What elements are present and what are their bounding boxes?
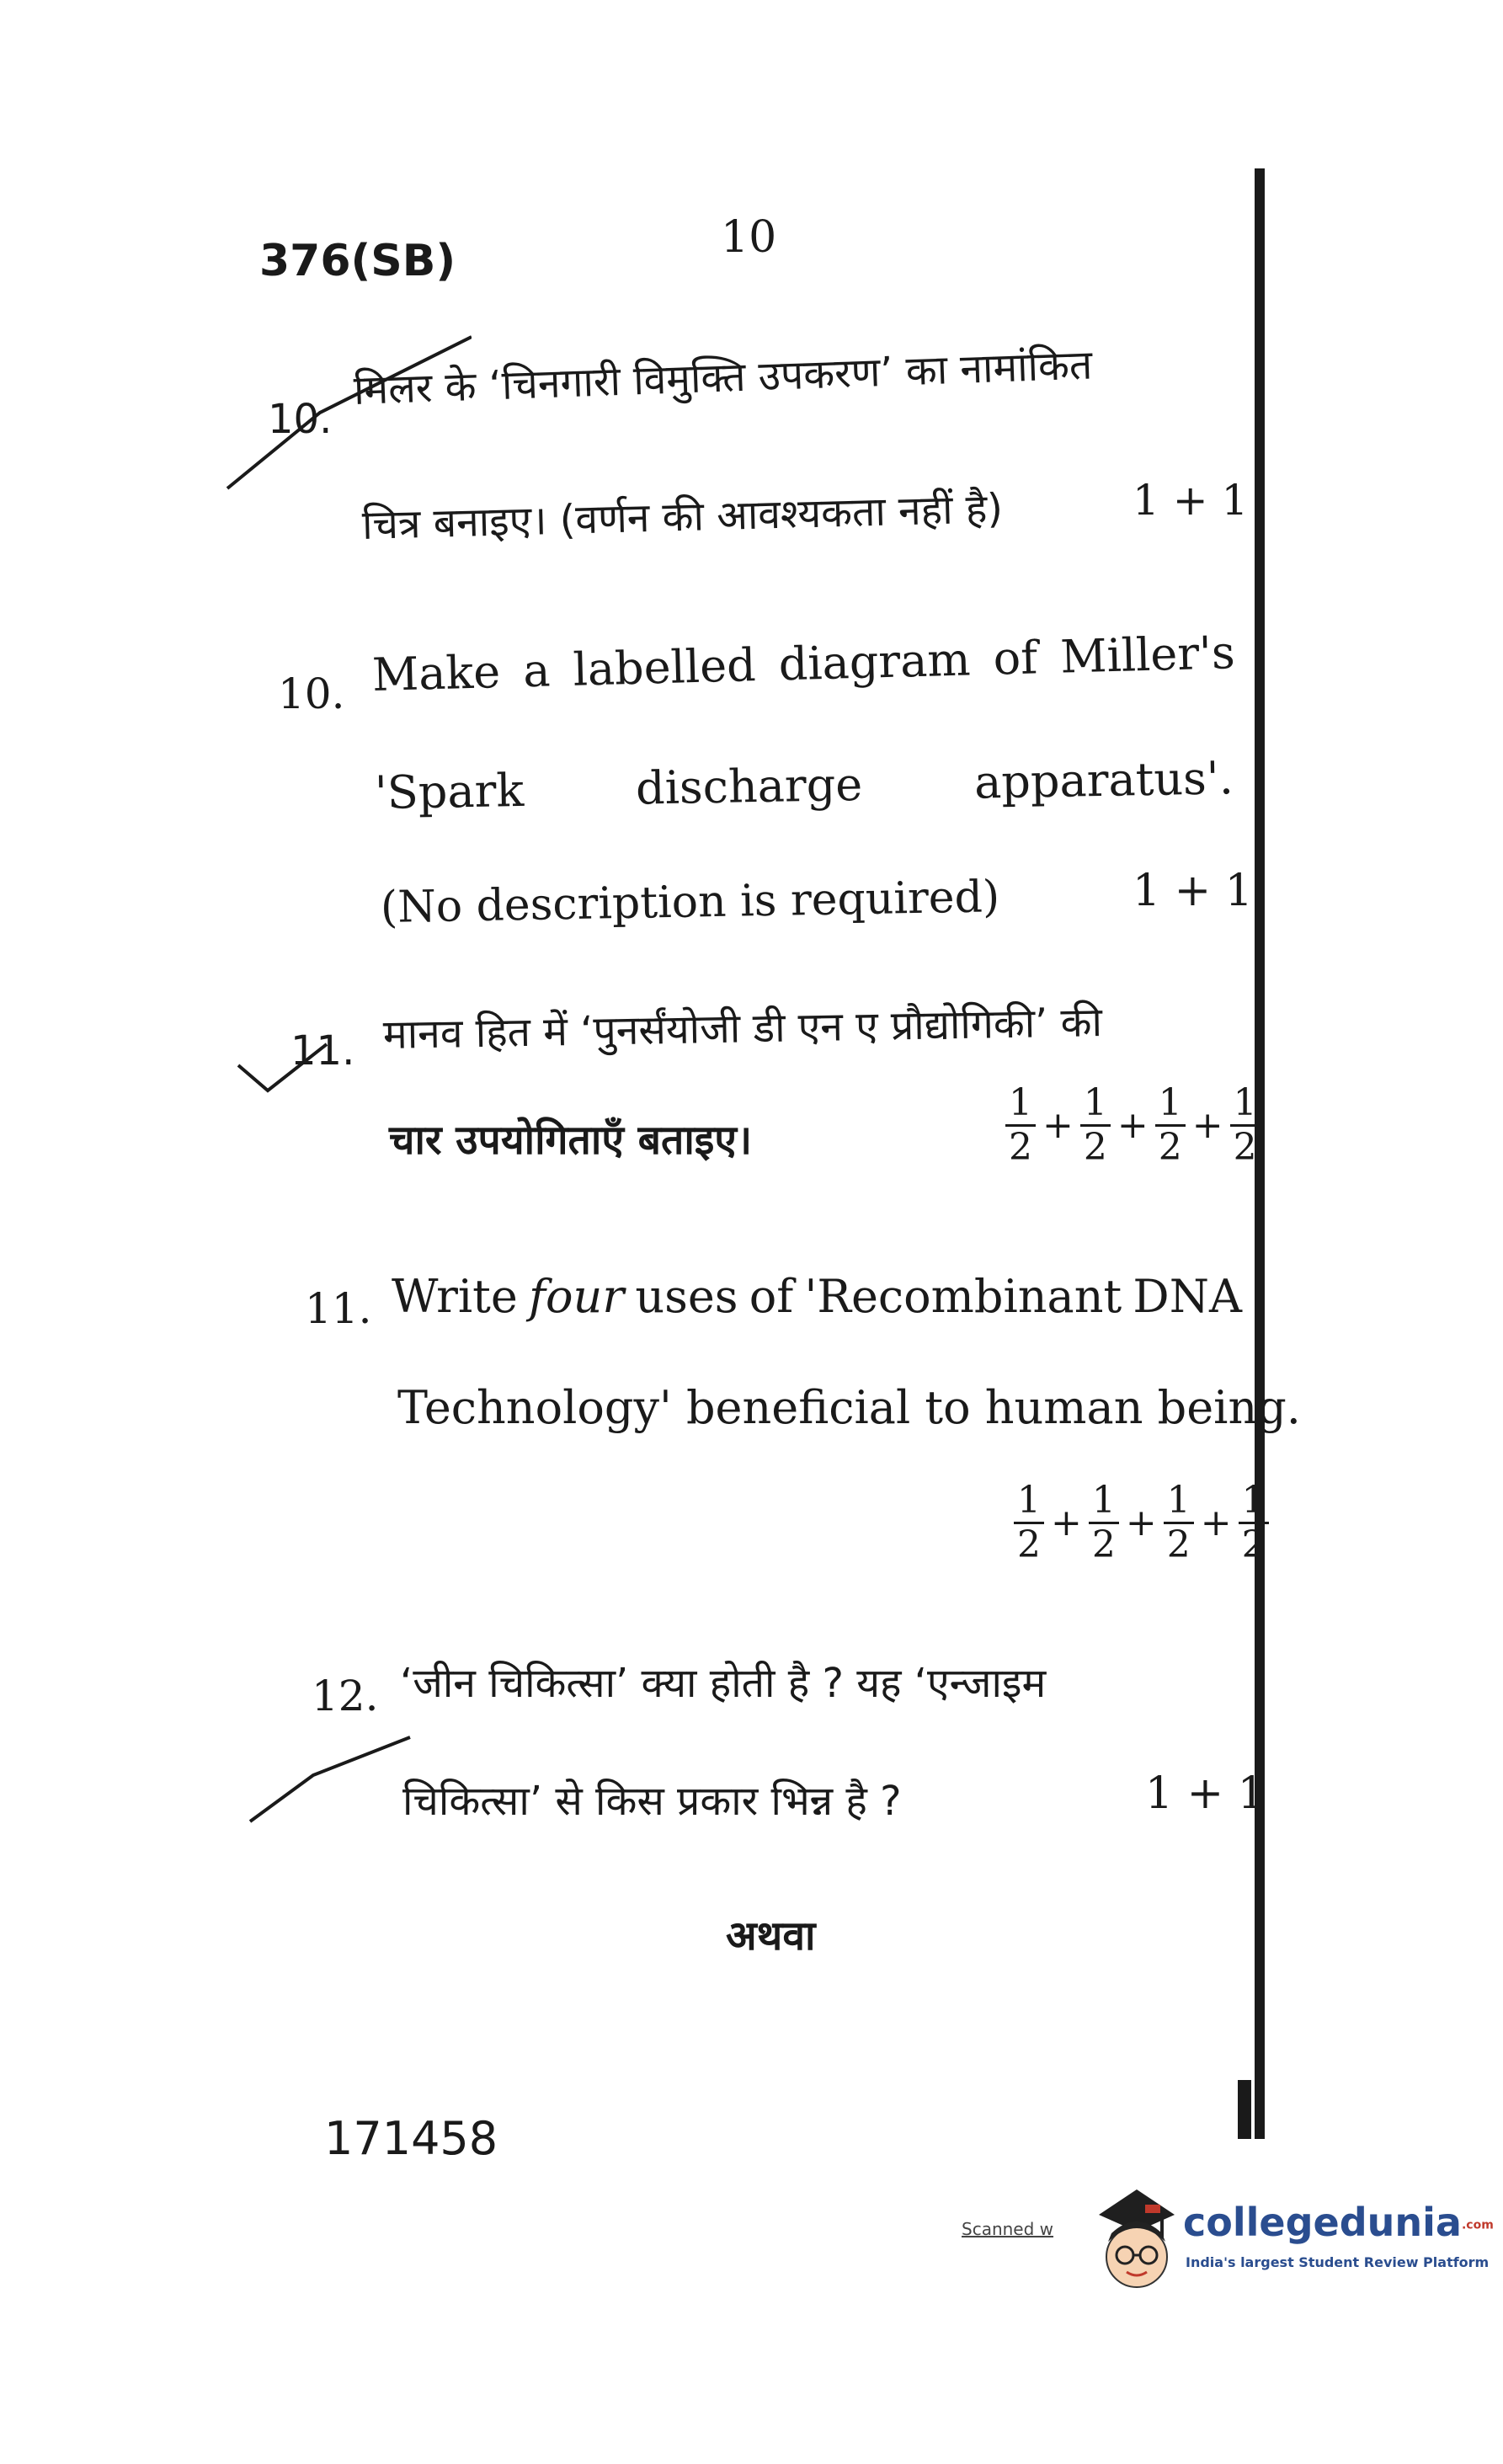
tick-mark-icon <box>246 1733 414 1826</box>
scan-edge-stub <box>1238 2080 1251 2139</box>
fraction: $\frac{1}{2}$ <box>1239 1482 1269 1564</box>
collegedunia-mascot-icon <box>1086 2181 1187 2299</box>
word: discharge <box>635 757 863 815</box>
fraction: $\frac{1}{2}$ <box>1155 1085 1186 1166</box>
q12-hindi-line2: चिकित्सा’ से किस प्रकार भिन्न है ? <box>402 1778 902 1825</box>
q12-hindi-line1: ‘जीन चिकित्सा’ क्या होती है ? यह ‘एन्जाइम <box>400 1660 1047 1707</box>
scanned-text: Scanned w <box>962 2219 1054 2239</box>
q12-hindi-marks: 1 + 1 <box>1145 1768 1266 1819</box>
page-number: 10 <box>721 212 777 263</box>
word: DNA <box>1133 1270 1242 1323</box>
word-italic: four <box>529 1270 625 1323</box>
word: of <box>992 631 1038 685</box>
fraction: 1 2 <box>1014 1482 1044 1564</box>
q12-hindi-number: 12. <box>312 1672 379 1720</box>
word: 'Recombinant <box>804 1270 1122 1323</box>
q11-hindi-marks: 1 2 + $\frac{1}{2}$ + $\frac{1}{2}$ + $\frac{1}{2}$ <box>1002 1085 1264 1166</box>
q11-english-line1 <box>392 1270 1242 1323</box>
word: a <box>522 643 552 698</box>
paper-code: 376(SB) <box>259 236 456 286</box>
q11-hindi-line2: चार उपयोगिताएँ बताइए। <box>389 1117 753 1164</box>
brand-tagline: India's largest Student Review Platform <box>1186 2254 1490 2270</box>
word: diagram <box>777 632 972 691</box>
brand-name: collegedunia.com <box>1183 2200 1494 2245</box>
q10-english-number: 10. <box>278 669 345 718</box>
q11-hindi-line1: मानव हित में ‘पुनर्संयोजी डी एन ए प्रौद्योगिकी’ की <box>382 999 1103 1059</box>
q11-english-number: 11. <box>305 1284 372 1333</box>
word: labelled <box>572 638 757 696</box>
fraction: $\frac{1}{2}$ <box>1164 1482 1194 1564</box>
q10-hindi-line2: चित्र बनाइए। (वर्णन की आवश्यकता नहीं है) <box>361 485 1004 549</box>
fraction: $\frac{1}{2}$ <box>1080 1085 1111 1166</box>
q11-english-line2: Technology' beneficial to human being. <box>397 1381 1301 1434</box>
fraction: 1 2 <box>1005 1085 1036 1166</box>
word: 'Spark <box>374 763 525 819</box>
word: Write <box>392 1270 518 1323</box>
q10-hindi-number: 10. <box>268 396 333 443</box>
fraction: $\frac{1}{2}$ <box>1230 1085 1260 1166</box>
q10-english-line1 <box>371 626 1235 701</box>
q11-english-marks: 1 2 + $\frac{1}{2}$ + $\frac{1}{2}$ + $\frac{1}{2}$ <box>1010 1482 1272 1564</box>
q10-english-marks: 1 + 1 <box>1133 866 1253 916</box>
word: of <box>749 1270 794 1323</box>
or-label: अथवा <box>726 1912 816 1960</box>
word: apparatus'. <box>973 751 1234 809</box>
word: Make <box>371 645 501 701</box>
word: uses <box>635 1270 738 1323</box>
fraction: $\frac{1}{2}$ <box>1089 1482 1119 1564</box>
q10-english-line2 <box>374 751 1234 819</box>
q10-hindi-marks: 1 + 1 <box>1133 476 1249 525</box>
q11-hindi-number: 11. <box>290 1027 355 1075</box>
q10-hindi-line1: मिलर के ‘चिनगारी विमुक्ति उपकरण’ का नामांकित <box>353 341 1094 414</box>
q10-english-line3: (No description is required) <box>380 872 1000 933</box>
footer-code: 171458 <box>324 2112 498 2165</box>
word: Miller's <box>1059 626 1236 684</box>
